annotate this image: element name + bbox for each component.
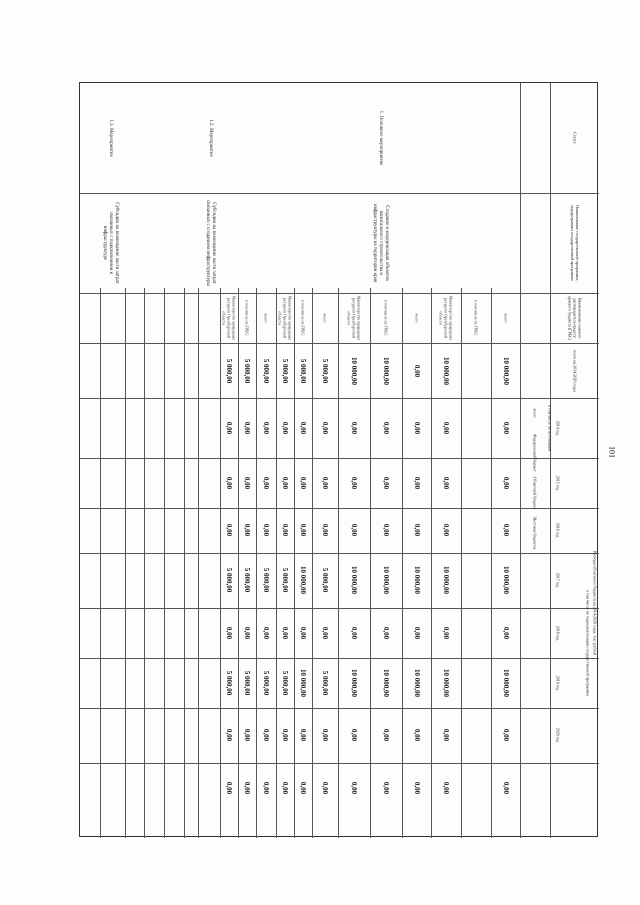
table-cell: 0,00 [225, 781, 233, 795]
grid-line [312, 288, 313, 838]
table-cell: 10 000,00 [350, 357, 358, 385]
grid-line [80, 708, 599, 709]
table-cell: 0,00 [350, 421, 358, 435]
table-cell: 5 000,00 [225, 358, 233, 384]
table-cell: 10 000,00 [299, 669, 307, 697]
table-cell: 10 000,00 [442, 669, 450, 697]
table-cell: 0,00 [243, 626, 251, 640]
table-cell: 0,00 [299, 476, 307, 490]
table-cell: 0,00 [262, 728, 270, 742]
table-cell: 0,00 [442, 523, 450, 537]
table-cell: 0,00 [299, 626, 307, 640]
table-cell: 10 000,00 [501, 669, 510, 697]
table-cell: 10 000,00 [442, 566, 450, 594]
grid-line [491, 288, 492, 838]
table-cell: 0,00 [412, 781, 421, 795]
table-cell: 0,00 [442, 421, 450, 435]
header-source: Наименование главного распорядителя средств краевого бюджета (ГРБС) [567, 296, 583, 340]
header-total: всего на 2014-2020 годы [572, 350, 578, 392]
table-cell: 0,00 [350, 781, 358, 795]
table-cell: 0,00 [262, 476, 270, 490]
table-cell: 0,00 [281, 781, 289, 795]
table-cell: 0,00 [299, 728, 307, 742]
table-cell: 0,00 [321, 421, 329, 435]
table-cell: 5 000,00 [299, 358, 307, 384]
grid-line [276, 288, 277, 838]
grid-line [198, 288, 199, 838]
grid-line [80, 508, 599, 509]
header-year: 2017 год [555, 572, 561, 588]
row-label: Министерство природных ресурсов Оренбургской области [346, 295, 362, 341]
header-subcol: Областной бюджет [532, 476, 538, 510]
table-cell: 0,00 [350, 476, 358, 490]
table-cell: 0,00 [262, 523, 270, 537]
table-cell: 0,00 [382, 421, 390, 435]
table-cell: 0,00 [501, 728, 510, 742]
table-cell: 0,00 [299, 523, 307, 537]
table-cell: 5 000,00 [225, 567, 233, 593]
section-status: 1.3. Мероприятие [108, 119, 113, 157]
header-year: 2014 год [555, 420, 561, 436]
table-cell: 0,00 [281, 626, 289, 640]
table-cell: 10 000,00 [501, 566, 510, 594]
grid-line [184, 288, 185, 838]
table-cell: 5 000,00 [321, 567, 329, 593]
header-year: 2019 год [555, 675, 561, 691]
grid-line [80, 193, 599, 194]
grid-line [164, 288, 165, 838]
table-cell: 0,00 [382, 728, 390, 742]
header-subcol: Федеральный бюджет [532, 434, 538, 472]
header-group-subtitle: в том числе по годам реализации государственной программы [585, 589, 591, 696]
table-cell: 0,00 [321, 476, 329, 490]
table-cell: 10 000,00 [382, 669, 390, 697]
table-cell: 10 000,00 [442, 357, 450, 385]
header-group-title: Расходы областного бюджета на 2014-2020 годы, тыс. рублей [592, 550, 598, 656]
table-cell: 0,00 [412, 523, 421, 537]
grid-line [144, 288, 145, 838]
table-cell: 0,00 [299, 781, 307, 795]
table-cell: 5 000,00 [321, 358, 329, 384]
grid-line [431, 288, 432, 838]
table-cell: 5 000,00 [225, 670, 233, 696]
table-cell: 0,00 [350, 626, 358, 640]
grid-line [80, 398, 599, 399]
table-cell: 0,00 [412, 476, 421, 490]
table-cell: 0,00 [225, 476, 233, 490]
table-cell: 0,00 [225, 421, 233, 435]
table-cell: 0,00 [281, 421, 289, 435]
table-cell: 5 000,00 [281, 567, 289, 593]
grid-line [100, 288, 101, 838]
row-label: Министерство природных ресурсов Оренбургской области [438, 295, 454, 341]
table-cell: 0,00 [321, 728, 329, 742]
header-year: 2020 год [555, 727, 561, 743]
table-cell: 0,00 [382, 523, 390, 537]
header-subcol: Местные бюджеты [532, 516, 538, 550]
table-cell: 10 000,00 [501, 357, 510, 385]
table-cell: 10 000,00 [412, 669, 421, 697]
table-cell: 0,00 [412, 626, 421, 640]
row-label: всего [503, 313, 508, 323]
table-cell: 10 000,00 [412, 566, 421, 594]
table-cell: 0,00 [225, 728, 233, 742]
table-cell: 0,00 [442, 728, 450, 742]
table-cell: 0,00 [225, 523, 233, 537]
table-cell: 0,00 [321, 626, 329, 640]
table-cell: 0,00 [412, 364, 421, 378]
grid-line [125, 288, 126, 838]
row-label: в том числе по ГРБС: [244, 299, 250, 337]
table-cell: 0,00 [501, 626, 510, 640]
page-number: 101 [607, 446, 617, 458]
row-label: всего [263, 313, 269, 323]
grid-line [80, 343, 599, 344]
header-year: 2015 год [555, 475, 561, 491]
table-cell: 5 000,00 [262, 358, 270, 384]
table-cell: 0,00 [281, 476, 289, 490]
table-cell: 0,00 [225, 626, 233, 640]
grid-line [80, 553, 599, 554]
grid-line [461, 288, 462, 838]
table-cell: 0,00 [262, 421, 270, 435]
table-cell: 10 000,00 [350, 566, 358, 594]
table-cell: 10 000,00 [382, 357, 390, 385]
table-cell: 5 000,00 [262, 567, 270, 593]
table-cell: 0,00 [501, 421, 510, 435]
table-cell: 0,00 [501, 781, 510, 795]
table-cell: 0,00 [350, 523, 358, 537]
table-cell: 0,00 [501, 476, 510, 490]
table-cell: 5 000,00 [243, 358, 251, 384]
table-cell: 0,00 [412, 728, 421, 742]
section-title: Субсидии на возмещение части затрат связанных с подключением к инфраструктуре [102, 202, 119, 284]
table-cell: 0,00 [281, 523, 289, 537]
table-cell: 0,00 [382, 781, 390, 795]
table-cell: 0,00 [321, 781, 329, 795]
grid-line [220, 288, 221, 838]
table-cell: 0,00 [243, 421, 251, 435]
table-cell: 10 000,00 [382, 566, 390, 594]
section-status: 1.2. Мероприятие [208, 119, 213, 157]
header-program: Наименование государственной программы, подпрограммы государственной программы [570, 205, 580, 281]
table-cell: 0,00 [350, 728, 358, 742]
table-cell: 5 000,00 [243, 567, 251, 593]
row-label: в том числе по ГРБС: [383, 299, 389, 337]
grid-line [520, 83, 521, 838]
table-cell: 0,00 [501, 523, 510, 537]
table-cell: 5 000,00 [281, 358, 289, 384]
header-sub: в том числе по источникам [547, 405, 553, 451]
table-cell: 0,00 [442, 476, 450, 490]
table-cell: 5 000,00 [281, 670, 289, 696]
table-cell: 5 000,00 [262, 670, 270, 696]
grid-line [294, 288, 295, 838]
grid-line [80, 458, 599, 459]
grid-line [80, 293, 599, 294]
table-cell: 0,00 [243, 781, 251, 795]
header-year: 2018 год [555, 625, 561, 641]
grid-line [80, 608, 599, 609]
row-label: Министерство природных ресурсов Оренбургской области [221, 295, 237, 341]
header-year: 2016 год [555, 522, 561, 538]
table-cell: 0,00 [442, 781, 450, 795]
row-label: в том числе по ГРБС: [300, 299, 306, 337]
table-cell: 0,00 [243, 728, 251, 742]
budget-table [79, 82, 598, 837]
row-label: Министерство природных ресурсов Оренбургской области [277, 295, 293, 341]
table-cell: 0,00 [321, 523, 329, 537]
table-cell: 0,00 [299, 421, 307, 435]
grid-line [256, 288, 257, 838]
table-cell: 0,00 [243, 523, 251, 537]
table-cell: 0,00 [412, 421, 421, 435]
header-status: Статус [572, 132, 578, 144]
table-cell: 0,00 [262, 626, 270, 640]
table-cell: 10 000,00 [350, 669, 358, 697]
grid-line [238, 288, 239, 838]
section-status: 1. Основное мероприятие [378, 110, 383, 166]
section-title: Создание и модернизация объектов капитального строительства и инфраструктуры на территории края [372, 203, 389, 283]
table-cell: 0,00 [281, 728, 289, 742]
table-cell: 0,00 [382, 476, 390, 490]
table-cell: 0,00 [382, 626, 390, 640]
grid-line [370, 288, 371, 838]
row-label: в том числе по ГРБС: [473, 299, 479, 337]
row-label: всего [322, 313, 328, 323]
grid-line [338, 288, 339, 838]
header-subcol: всего [532, 408, 538, 418]
table-cell: 0,00 [262, 781, 270, 795]
table-cell: 5 000,00 [321, 670, 329, 696]
table-cell: 0,00 [243, 476, 251, 490]
grid-line [402, 288, 403, 838]
table-cell: 5 000,00 [243, 670, 251, 696]
grid-line [80, 763, 599, 764]
grid-line [80, 658, 599, 659]
row-label: всего [414, 313, 419, 323]
section-title: Субсидии на возмещение части затрат связанных с созданием инфраструктуры [205, 200, 216, 286]
table-cell: 0,00 [442, 626, 450, 640]
table-cell: 10 000,00 [299, 566, 307, 594]
